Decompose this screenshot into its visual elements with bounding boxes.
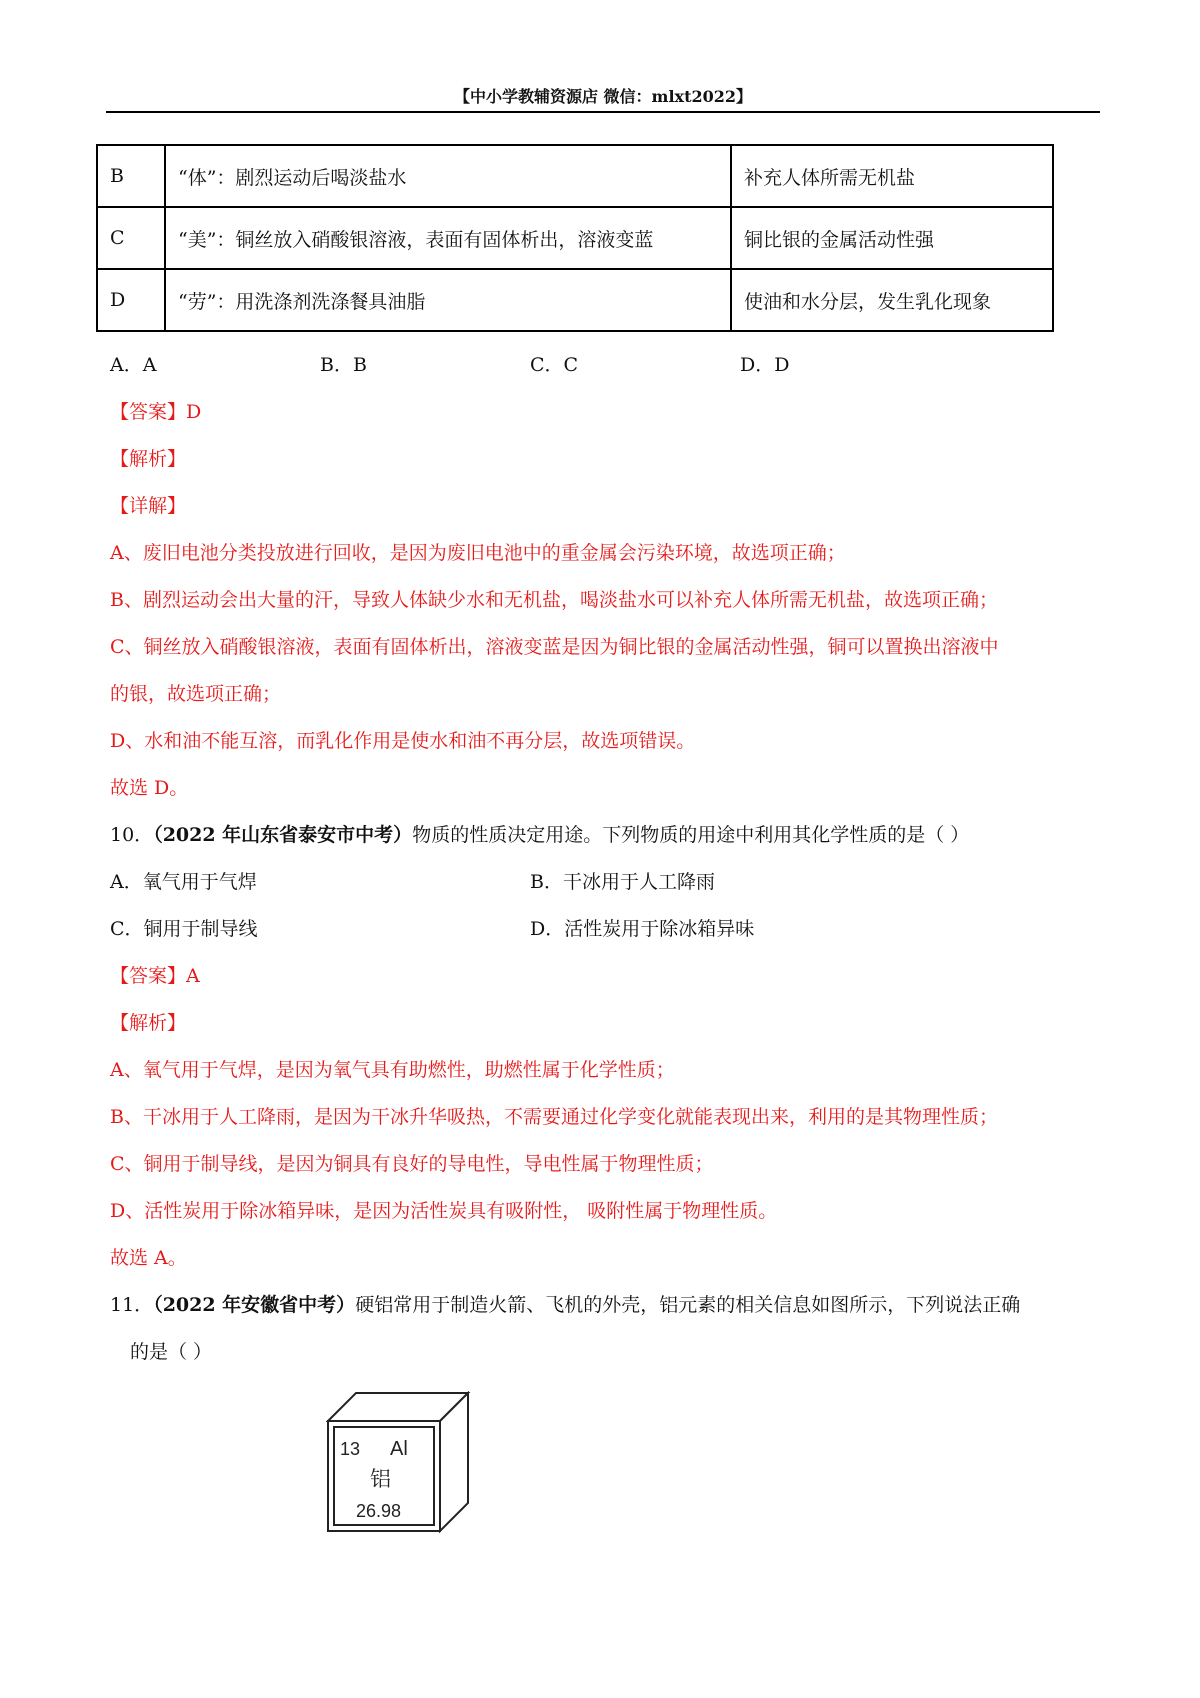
q10-number: 10． [110, 824, 154, 846]
table-row [97, 207, 1053, 269]
practice-cell: “劳”：用洗涤剂洗涤餐具油脂 [165, 269, 731, 331]
q11-stem: 硬铝常用于制造火箭、飞机的外壳，铝元素的相关信息如图所示，下列说法正确 [355, 1294, 1021, 1316]
q9-detail-label: 【详解】 [110, 495, 187, 517]
q10-source: （2022 年山东省泰安市中考） [153, 824, 413, 846]
q9-analysis-label: 【解析】 [110, 448, 187, 470]
q10-choice-d: D．活性炭用于除冰箱异味 [530, 918, 755, 940]
q10-answer: 【答案】A [110, 965, 200, 987]
q9-choice-c: C．C [530, 354, 579, 376]
atomic-mass: 26.98 [356, 1501, 402, 1521]
q9-detail-line: 的银，故选项正确； [110, 683, 282, 705]
page-header: 【中小学教辅资源店 微信：mlxt2022】 [453, 87, 753, 106]
q10-choice-c: C．铜用于制导线 [110, 918, 258, 940]
row-label: C [97, 207, 165, 269]
q10-analysis-line: A、氧气用于气焊，是因为氧气具有助燃性，助燃性属于化学性质； [110, 1059, 675, 1081]
element-name: 铝 [370, 1467, 391, 1491]
knowledge-cell: 使油和水分层，发生乳化现象 [731, 269, 1053, 331]
header-divider [106, 111, 1100, 113]
practice-cell: “美”：铜丝放入硝酸银溶液，表面有固体析出，溶液变蓝 [165, 207, 731, 269]
q9-choice-b: B．B [320, 354, 367, 376]
practice-cell: “体”：剧烈运动后喝淡盐水 [165, 145, 731, 207]
q10-stem: 物质的性质决定用途。下列物质的用途中利用其化学性质的是（ ） [412, 824, 970, 846]
practice-table [96, 144, 1054, 332]
q11-stem-line [110, 1290, 1020, 1317]
row-label: D [97, 269, 165, 331]
aluminium-element-figure [326, 1391, 472, 1535]
q10-choice-b: B．干冰用于人工降雨 [530, 871, 715, 893]
q9-answer: 【答案】D [110, 401, 202, 423]
q9-detail-line: B、剧烈运动会出大量的汗，导致人体缺少水和无机盐，喝淡盐水可以补充人体所需无机盐，故选项正确； [110, 589, 998, 611]
knowledge-cell: 铜比银的金属活动性强 [731, 207, 1053, 269]
table-row [97, 145, 1053, 207]
q9-choice-a: A．A [110, 354, 157, 376]
q9-detail-line: A、废旧电池分类投放进行回收，是因为废旧电池中的重金属会污染环境，故选项正确； [110, 542, 846, 564]
element-symbol: Al [390, 1438, 408, 1460]
q10-choice-a: A．氧气用于气焊 [110, 871, 257, 893]
q9-detail-line: D、水和油不能互溶，而乳化作用是使水和油不再分层，故选项错误。 [110, 730, 696, 752]
q10-analysis-line: D、活性炭用于除冰箱异味，是因为活性炭具有吸附性， 吸附性属于物理性质。 [110, 1200, 778, 1222]
q10-analysis-label: 【解析】 [110, 1012, 187, 1034]
q9-conclusion: 故选 D。 [110, 777, 189, 799]
q10-analysis-line: C、铜用于制导线，是因为铜具有良好的导电性，导电性属于物理性质； [110, 1153, 714, 1175]
q10-analysis-line: B、干冰用于人工降雨，是因为干冰升华吸热，不需要通过化学变化就能表现出来，利用的是其物理性质； [110, 1106, 998, 1128]
q9-detail-line: C、铜丝放入硝酸银溶液，表面有固体析出，溶液变蓝是因为铜比银的金属活动性强，铜可以置换出溶液中 [110, 636, 999, 658]
q11-source: （2022 年安徽省中考） [153, 1294, 356, 1316]
q10-conclusion: 故选 A。 [110, 1247, 187, 1269]
table-row [97, 269, 1053, 331]
q9-choice-d: D．D [740, 354, 790, 376]
q10-stem-line [110, 820, 969, 847]
q11-number: 11． [110, 1294, 154, 1316]
row-label: B [97, 145, 165, 207]
atomic-number: 13 [340, 1439, 361, 1459]
knowledge-cell: 补充人体所需无机盐 [731, 145, 1053, 207]
q11-stem-continuation: 的是（ ） [130, 1341, 213, 1363]
